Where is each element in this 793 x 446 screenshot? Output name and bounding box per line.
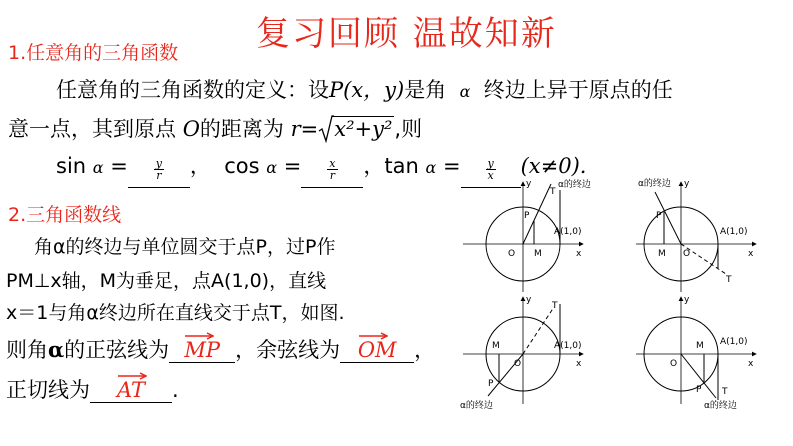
d3-A-label: A(1,0) [554, 341, 582, 351]
sqrt-expression [318, 117, 394, 141]
page-title: 复习回顾 温故知新 [256, 14, 557, 54]
definition-line-1 [56, 74, 673, 104]
diagram-quadrant-4 [636, 295, 756, 411]
cos-label: cos [224, 154, 260, 178]
d4-P-label: P [696, 385, 702, 395]
d3-x-label: x [576, 359, 582, 369]
cosine-vector [358, 338, 397, 362]
answer-text-a: 则角 [6, 338, 48, 362]
d4-origin-label: O [670, 359, 678, 369]
radius-r: r [290, 117, 301, 141]
cos-denominator: r [329, 169, 336, 182]
d1-T-label: T [550, 187, 556, 197]
d2-M-label: M [658, 249, 666, 259]
section2-heading: 2.三角函数线 [8, 204, 122, 226]
d3-origin-label: O [514, 359, 522, 369]
cos-equals: = [283, 154, 302, 178]
d3-P-label: P [488, 379, 494, 389]
answer-text-d: ， [414, 338, 436, 362]
tangent-vector-arrow-icon [117, 372, 147, 380]
d2-T-label: T [726, 275, 732, 285]
trig-line-text-1: 角α的终边与单位圆交于点P，过P作 [34, 236, 336, 258]
d2-terminal-label: α的终边 [638, 179, 671, 189]
d4-y-label: y [684, 295, 690, 305]
d2-x-label: x [748, 249, 754, 259]
d4-terminal-label: α的终边 [704, 401, 737, 411]
tan-alpha: α [425, 158, 437, 177]
def-text-f: ,则 [394, 117, 423, 141]
point-P: P [329, 78, 344, 102]
sin-alpha: α [92, 158, 104, 177]
sin-answer-blank [128, 154, 190, 188]
sine-vector-label: MP [184, 338, 220, 362]
answer-text-b: 的正弦线为 [64, 338, 170, 362]
trig-line-text-2: PM⊥x轴，M为垂足，点A(1,0)，直线 [6, 270, 327, 292]
d1-A-label: A(1,0) [554, 227, 582, 237]
def-text-b: 是角 [404, 78, 447, 102]
cos-fraction [327, 158, 337, 181]
d2-A-label: A(1,0) [720, 227, 748, 237]
d4-M-label: M [696, 341, 704, 351]
d2-origin-label: O [683, 249, 691, 259]
equals-sign: = [300, 117, 319, 141]
diagram-quadrant-1 [463, 178, 591, 292]
origin-O: O [182, 117, 200, 141]
d1-x-label: x [576, 249, 582, 259]
tan-condition: (x≠0). [520, 154, 587, 178]
cos-comma: ， [363, 154, 385, 178]
trig-line-answer-1 [6, 334, 435, 364]
diagram-quadrant-3 [460, 295, 583, 411]
sin-numerator: y [155, 157, 162, 170]
unit-circle-diagrams [458, 169, 793, 446]
d3-M-label: M [492, 341, 500, 351]
d1-P-label: P [524, 211, 530, 221]
cosine-vector-label: OM [357, 338, 397, 362]
tangent-vector-label: AT [116, 378, 146, 402]
d1-y-label: y [526, 179, 532, 189]
tan-equals: = [443, 154, 461, 178]
def-text-e: 的距离为 [199, 117, 284, 141]
cos-answer-blank [301, 154, 363, 188]
def-text-a: 任意角的三角函数的定义：设 [56, 78, 329, 102]
sin-equals: = [110, 154, 128, 178]
radicand: x²+y² [334, 117, 393, 141]
d4-x-label: x [748, 359, 754, 369]
trig-line-answer-2 [6, 374, 179, 404]
d3-terminal-label: α的终边 [460, 401, 493, 411]
d4-A-label: A(1,0) [720, 337, 748, 347]
sin-label: sin [56, 154, 87, 178]
d2-P-label: P [656, 211, 662, 221]
tan-numerator: y [487, 157, 494, 170]
tan-label: tan [384, 154, 419, 178]
sin-fraction [154, 158, 164, 181]
d4-T-label: T [722, 387, 728, 397]
section1-heading: 1.任意角的三角函数 [8, 42, 179, 64]
d1-origin-label: O [508, 249, 516, 259]
cosine-vector-arrow-icon [358, 332, 388, 340]
d2-y-label: y [684, 179, 690, 189]
cos-alpha: α [266, 158, 278, 177]
tangent-line-blank [90, 378, 172, 403]
cos-numerator: x [329, 157, 336, 170]
sine-vector-arrow-icon [184, 332, 214, 340]
answer-text-c: ，余弦线为 [235, 338, 341, 362]
definition-line-2 [8, 113, 422, 143]
tangent-vector [117, 378, 145, 402]
point-P-coords: (x，y) [343, 78, 405, 102]
sin-comma: ， [189, 154, 211, 178]
trig-line-text-3: x＝1与角α终边所在直线交于点T，如图. [6, 302, 345, 324]
sin-denominator: r [156, 169, 162, 182]
d1-terminal-label: α的终边 [558, 180, 591, 190]
d3-y-label: y [526, 295, 532, 305]
answer-alpha: α [48, 337, 65, 362]
answer-text-f: . [172, 378, 179, 402]
d3-T-label: T [552, 301, 558, 311]
def-text-d: 意一点，其到原点 [8, 117, 176, 141]
cosine-line-blank [340, 338, 414, 363]
sqrt-symbol [318, 115, 334, 143]
answer-text-e: 正切线为 [6, 378, 90, 402]
sine-line-blank [169, 338, 235, 363]
sine-vector [184, 338, 220, 362]
def-text-c: 终边上异于原点的任 [483, 78, 673, 102]
d1-M-label: M [534, 249, 542, 259]
diagram-quadrant-2 [636, 177, 756, 292]
tan-denominator: x [487, 169, 494, 182]
alpha-symbol: α [459, 82, 471, 101]
